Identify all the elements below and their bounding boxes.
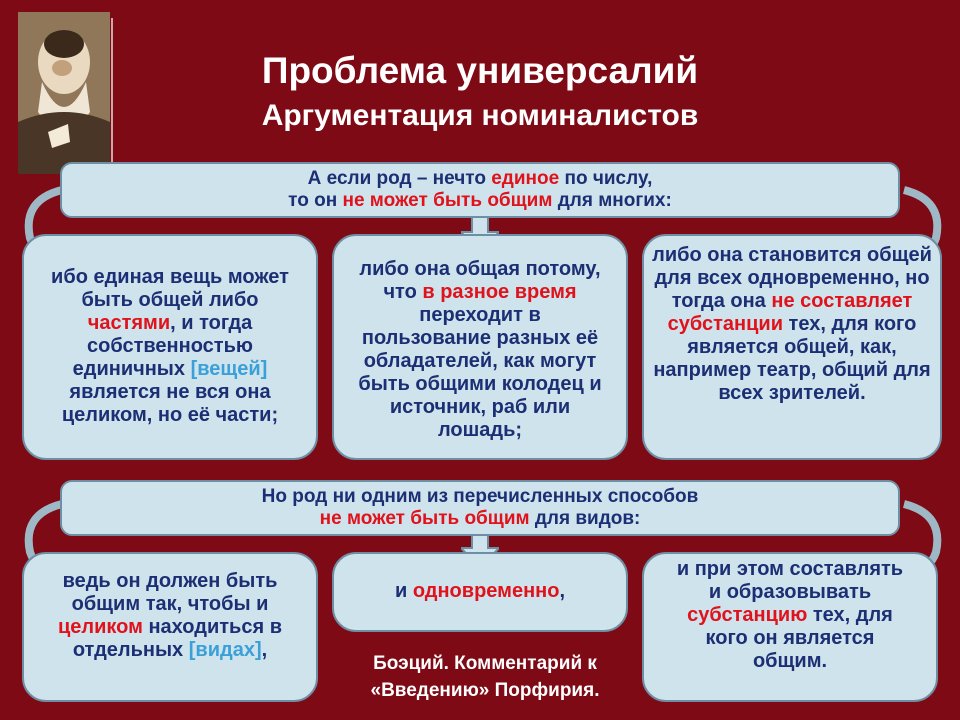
argument-card-time: либо она общая потому, что в разное время переходит в пользование разных её обладателей, как могут быть общими колодец и источник, раб или лошадь; [332,234,628,460]
reason-card-whole: ведь он должен быть общим так, чтобы и целиком находиться в отдельных [видах], [22,552,318,702]
divider-line [111,18,113,168]
premise-line-1: А если род – нечто единое по числу, [307,168,653,189]
slide-title: Проблема универсалий [261,50,699,91]
premise-line-2: то он не может быть общим для многих: [288,190,672,211]
caption-line-1: Боэций. Комментарий к [373,653,597,674]
source-caption [336,650,634,704]
slide-subtitle: Аргументация номиналистов [261,99,699,132]
argument-card-parts: ибо единая вещь может быть общей либо частями, и тогда собственностью единичных [вещей] является не вся она целиком, но её части; [22,234,318,460]
conclusion-box [60,480,900,536]
philosopher-portrait-icon [18,12,110,174]
conclusion-line-1: Но род ни одним из перечисленных способов [261,486,699,507]
argument-card-simultaneous: либо она становится общей для всех одновременно, но тогда она не составляет субстанции тех, для кого является общей, как, например театр, общий для всех зрителей. [642,234,942,460]
conclusion-line-2: не может быть общим для видов: [319,508,641,529]
caption-line-2: «Введению» Порфирия. [370,680,600,701]
reason-card-simultaneous: и одновременно, [332,552,628,632]
reason-card-substance: и при этом составлять и образовывать субстанцию тех, для кого он является общим. [642,552,938,702]
premise-box [60,162,900,218]
